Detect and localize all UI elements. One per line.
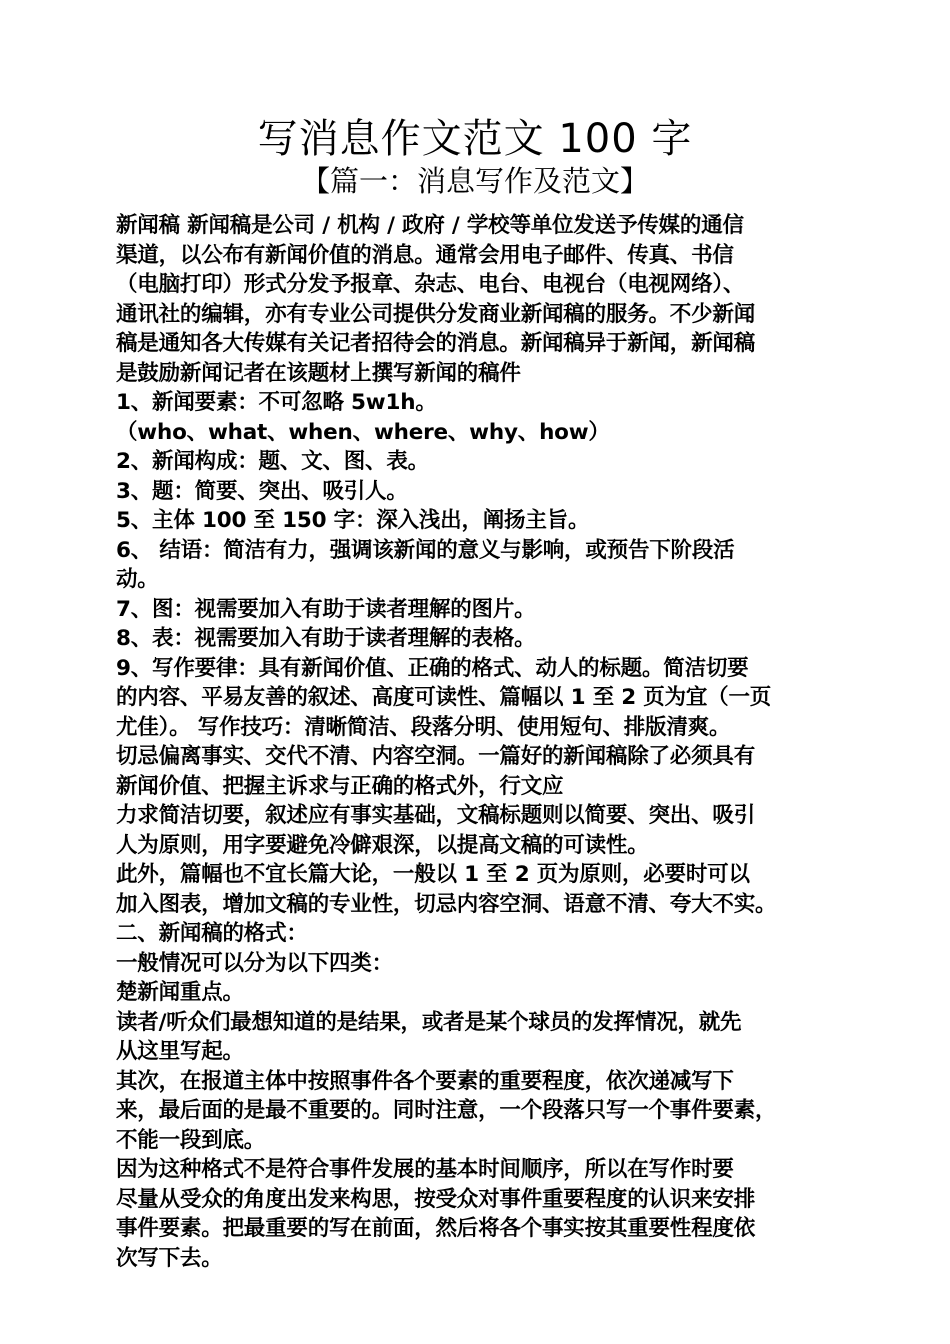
text-line: 6、 结语：简洁有力，强调该新闻的意义与影响，或预告下阶段活 <box>116 537 735 563</box>
text-line: 二、新闻稿的格式： <box>116 921 308 946</box>
text-line: （who、what、when、where、why、how） <box>116 419 610 445</box>
text-line: 通讯社的编辑，亦有专业公司提供分发商业新闻稿的服务。不少新闻 <box>116 301 756 327</box>
text-line: 因为这种格式不是符合事件发展的基本时间顺序，所以在写作时要 <box>116 1157 734 1182</box>
section-heading: 【篇一：消息写作及范文】 <box>300 164 649 198</box>
text-line: 来，最后面的是最不重要的。同时注意，一个段落只写一个事件要素， <box>116 1098 777 1123</box>
text-line: 5、主体 100 至 150 字：深入浅出，阐扬主旨。 <box>116 508 590 533</box>
text-line: 切忌偏离事实、交代不清、内容空洞。一篇好的新闻稿除了必须具有 <box>116 744 756 769</box>
text-line: 新闻价值、把握主诉求与正确的格式外，行文应 <box>116 773 564 799</box>
text-line: 人为原则，用字要避免冷僻艰深，以提高文稿的可读性。 <box>116 832 649 858</box>
text-line: 尤佳）。 写作技巧：清晰简洁、段落分明、使用短句、排版清爽。 <box>116 714 731 740</box>
text-line: 稿是通知各大传媒有关记者招待会的消息。新闻稿异于新闻，新闻稿 <box>116 331 756 356</box>
text-line: 其次，在报道主体中按照事件各个要素的重要程度，依次递减写下 <box>116 1068 734 1094</box>
text-line: 从这里写起。 <box>116 1039 244 1064</box>
text-line: 此外，篇幅也不宜长篇大论，一般以 1 至 2 页为原则，必要时可以 <box>116 862 750 887</box>
text-line: 一般情况可以分为以下四类： <box>116 950 393 976</box>
text-line: 力求简洁切要，叙述应有事实基础，文稿标题则以简要、突出、吸引 <box>116 803 756 828</box>
text-line: 尽量从受众的角度出发来构思，按受众对事件重要程度的认识来安排 <box>116 1186 756 1212</box>
text-line: 读者/听众们最想知道的是结果，或者是某个球员的发挥情况，就先 <box>116 1009 742 1035</box>
text-line: 加入图表，增加文稿的专业性，切忌内容空洞、语意不清、夸大不实。 <box>116 891 777 917</box>
text-line: （电脑打印）形式分发予报章、杂志、电台、电视台（电视网络）、 <box>116 272 745 297</box>
text-line: 的内容、平易友善的叙述、高度可读性、篇幅以 1 至 2 页为宜（一页 <box>116 685 772 710</box>
text-line: 是鼓励新闻记者在该题材上撰写新闻的稿件 <box>116 360 521 386</box>
text-line: 2、新闻构成：题、文、图、表。 <box>116 449 429 474</box>
text-line: 3、题：简要、突出、吸引人。 <box>116 478 408 504</box>
text-line: 事件要素。把最重要的写在前面，然后将各个事实按其重要性程度依 <box>116 1216 756 1241</box>
text-line: 渠道，以公布有新闻价值的消息。通常会用电子邮件、传真、书信 <box>116 242 734 268</box>
text-line: 8、表：视需要加入有助于读者理解的表格。 <box>116 626 536 651</box>
text-line: 7、图：视需要加入有助于读者理解的图片。 <box>116 596 536 622</box>
document-title: 写消息作文范文 100 字 <box>257 116 693 162</box>
text-line: 动。 <box>116 567 159 592</box>
text-line: 不能一段到底。 <box>116 1127 266 1153</box>
text-line: 9、写作要律：具有新闻价值、正确的格式、动人的标题。简洁切要 <box>116 655 749 681</box>
text-line: 1、新闻要素：不可忽略 5w1h。 <box>116 390 437 415</box>
text-line: 新闻稿 新闻稿是公司 / 机构 / 政府 / 学校等单位发送予传媒的通信 <box>116 213 744 238</box>
document-body <box>116 211 856 1273</box>
text-line: 次写下去。 <box>116 1245 223 1271</box>
text-line: 楚新闻重点。 <box>116 980 244 1005</box>
